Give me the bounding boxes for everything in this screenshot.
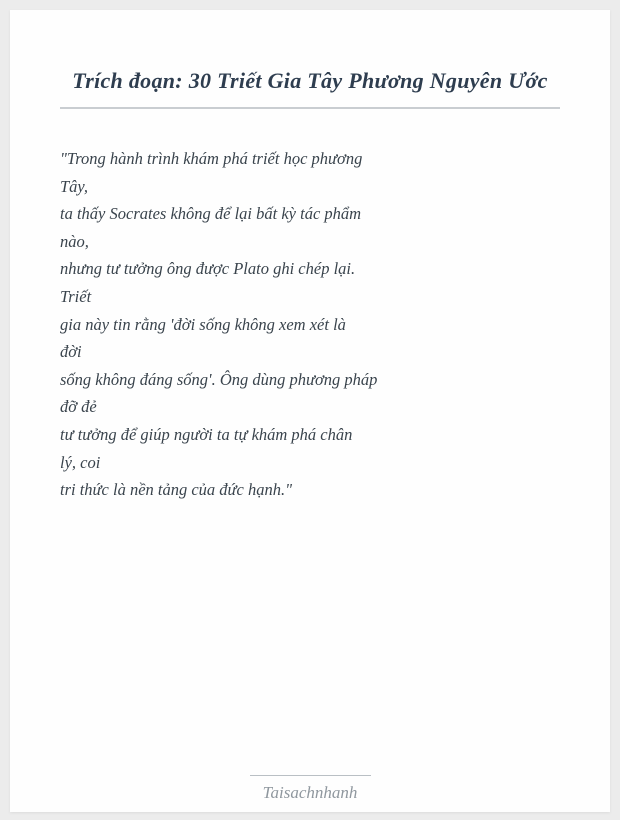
quote-line-10: đỡ đẻ: [60, 397, 97, 417]
quote-line-8: đời: [60, 342, 82, 362]
quote-line-7: gia này tin rằng 'đời sống không xem xét là: [60, 314, 346, 334]
footer-divider: [250, 775, 371, 776]
quote-line-13: tri thức là nền tảng của đức hạnh.": [60, 480, 293, 500]
quote-block: [60, 145, 560, 504]
footer-brand: Taisachnhanh: [262, 783, 358, 802]
title-divider: [60, 107, 560, 109]
quote-line-9: sống không đáng sống'. Ông dùng phương pháp: [60, 369, 378, 389]
document-page: [10, 10, 610, 812]
quote-line-1: "Trong hành trình khám phá triết học phương: [60, 149, 363, 168]
quote-line-5: nhưng tư tưởng ông được Plato ghi chép lại.: [60, 259, 356, 279]
page-footer: [10, 775, 610, 803]
quote-line-2: Tây,: [60, 176, 88, 196]
page-title: Trích đoạn: 30 Triết Gia Tây Phương Nguyên Ước: [72, 68, 548, 93]
quote-line-11: tư tưởng để giúp người ta tự khám phá chân: [60, 424, 353, 444]
quote-line-3: ta thấy Socrates không để lại bất kỳ tác phẩm: [60, 204, 362, 224]
quote-line-12: lý, coi: [60, 452, 101, 472]
quote-line-6: Triết: [60, 286, 92, 306]
quote-line-4: nào,: [60, 231, 89, 251]
